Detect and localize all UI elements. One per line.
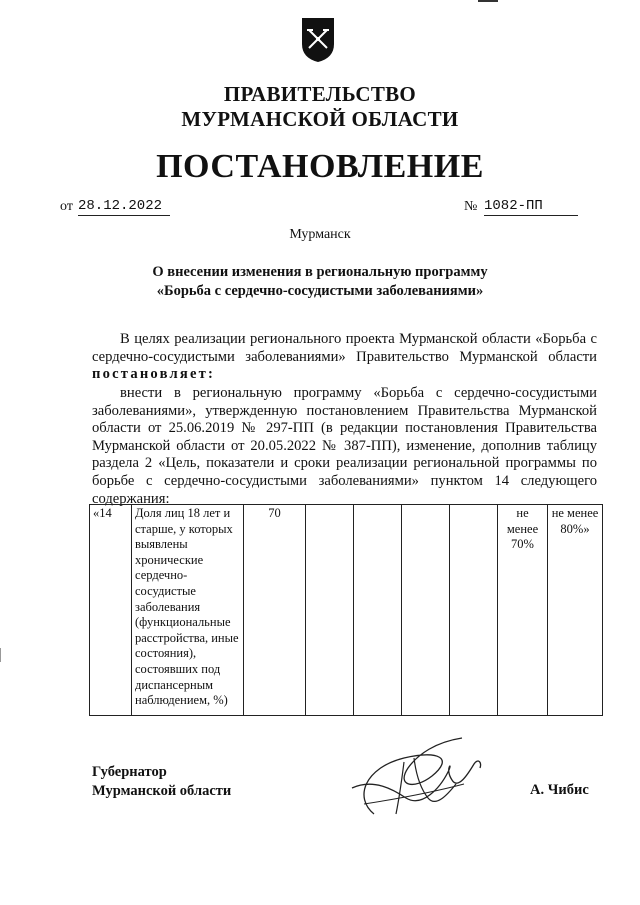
indicator-table: [89, 504, 603, 716]
org-line-1: ПРАВИТЕЛЬСТВО: [223, 82, 417, 106]
empty-cell: [450, 505, 498, 716]
city: Мурманск: [289, 227, 351, 242]
coat-of-arms-icon: [300, 14, 336, 64]
row-number: «14: [90, 505, 132, 716]
signatory-name: А. Чибис: [530, 782, 589, 798]
preamble-text: В целях реализации регионального проекта Мурманской области «Борьба с сердечно-сосудистыми заболеваниями» Правительство Мурманской области: [92, 331, 597, 365]
table-row: [90, 505, 603, 716]
scan-edge-mark: [0, 648, 1, 662]
subject-line-2: «Борьба с сердечно-сосудистыми заболеваниями»: [156, 283, 484, 299]
org-line-2: МУРМАНСКОЙ ОБЛАСТИ: [181, 107, 459, 131]
date-prefix: от: [60, 199, 73, 214]
number-prefix: №: [464, 199, 478, 214]
empty-cell: [354, 505, 402, 716]
indicator-name: Доля лиц 18 лет и старше, у которых выявлены хронические сердечно-сосудистые заболевания (функциональные расстройства, иные состояния), состоявших под диспансерным наблюдением, %): [132, 505, 244, 716]
target-value-1: не менее 70%: [498, 505, 548, 716]
paragraph-preamble: [92, 331, 597, 384]
document-subject: [0, 263, 640, 301]
top-edge-mark: [478, 0, 498, 2]
subject-line-1: О внесении изменения в региональную программу: [152, 264, 488, 280]
document-type: ПОСТАНОВЛЕНИЕ: [156, 148, 484, 185]
empty-cell: [306, 505, 354, 716]
signatory-title-line-1: Губернатор: [92, 764, 167, 780]
target-value-2: не менее 80%»: [548, 505, 603, 716]
document-number: 1082-ПП: [484, 198, 578, 216]
resolve-word: постановляет:: [92, 366, 216, 383]
signatory-title: [92, 763, 231, 801]
document-date: 28.12.2022: [78, 198, 170, 216]
handwritten-signature: [344, 728, 494, 826]
base-value: 70: [244, 505, 306, 716]
empty-cell: [402, 505, 450, 716]
signatory-title-line-2: Мурманской области: [92, 783, 232, 799]
paragraph-resolution: внести в региональную программу «Борьба с сердечно-сосудистыми заболеваниями», утвержденную постановлением Правительства Мурманской области от 25.06.2019 № 297-ПП (в редакции постановления Правительства Мурманской области от 20.05.2022 № 387-ПП), изменение, дополнив таблицу раздела 2 «Цель, показатели и сроки реализации региональной программы по борьбе с сердечно-сосудистыми заболеваниями» пунктом 14 следующего содержания:: [92, 385, 597, 507]
organization-name: [0, 82, 640, 132]
